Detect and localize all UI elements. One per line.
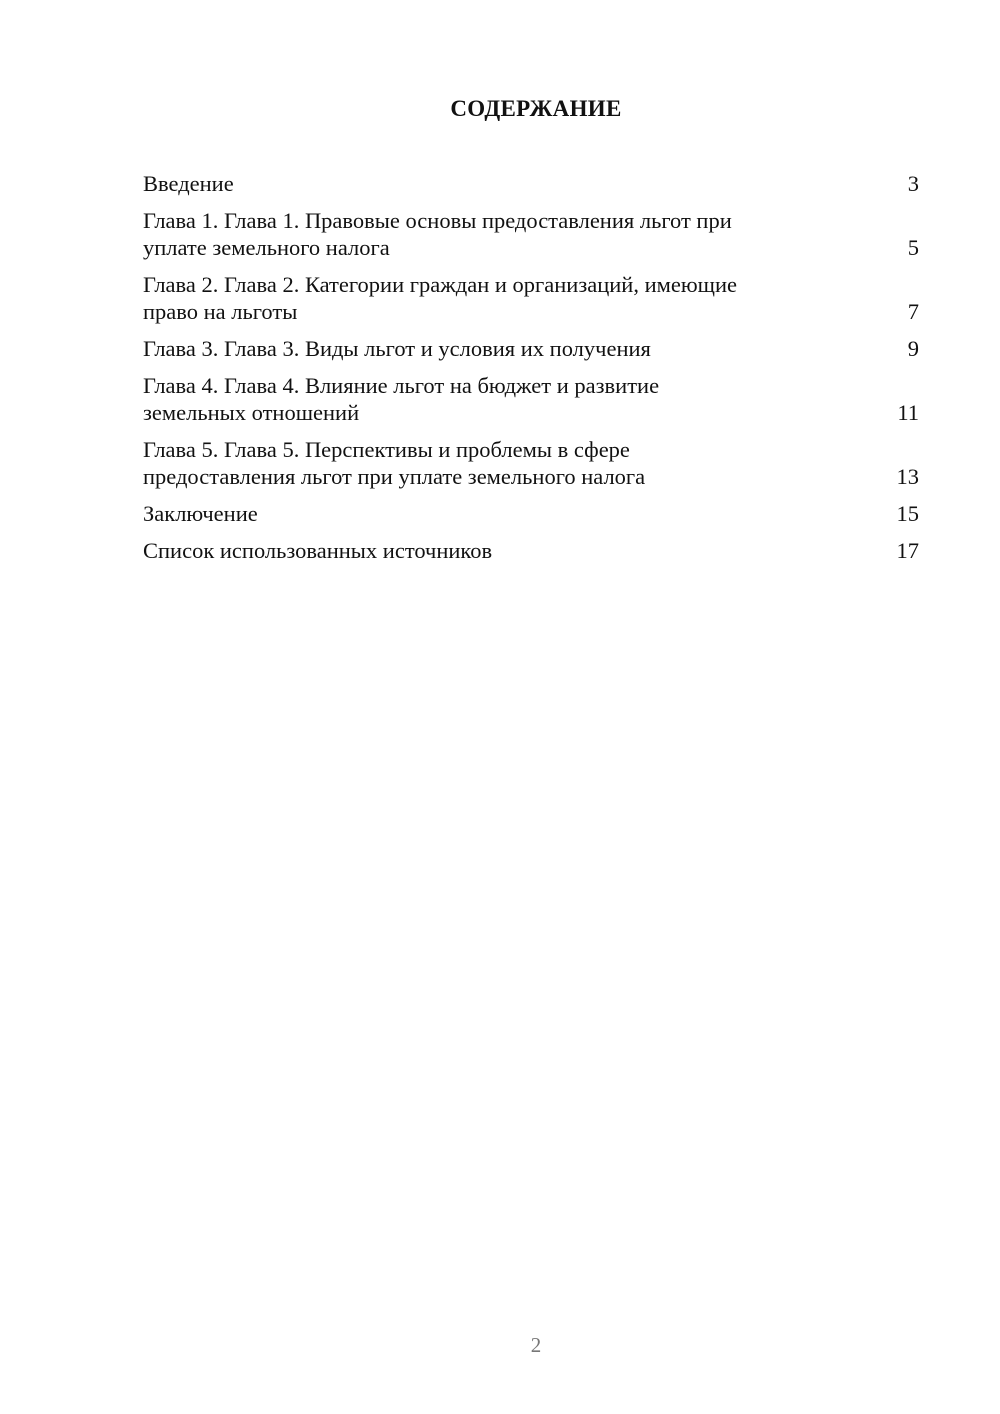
toc-entry-page: 13	[896, 464, 919, 489]
toc-entry-text: Глава 3. Глава 3. Виды льгот и условия их получения	[143, 336, 651, 361]
toc-entry-page: 7	[907, 299, 919, 324]
toc-entry-page: 15	[896, 501, 919, 526]
toc-entry-page: 11	[897, 400, 919, 425]
toc-entry-chapter-4	[143, 372, 919, 426]
toc-entry-page: 5	[907, 235, 919, 260]
toc-entry-conclusion	[143, 500, 919, 527]
toc-entry-chapter-2	[143, 271, 919, 325]
toc-entry-page: 9	[907, 336, 919, 361]
toc-title: СОДЕРЖАНИЕ	[450, 96, 622, 121]
toc-entry-text: Заключение	[143, 501, 258, 526]
toc-list	[143, 170, 919, 574]
toc-entry-chapter-1	[143, 207, 919, 261]
toc-entry-text: Введение	[143, 171, 234, 196]
toc-entry-text: Список использованных источников	[143, 538, 493, 563]
toc-entry-chapter-3	[143, 335, 919, 362]
toc-entry-text: Глава 4. Глава 4. Влияние льгот на бюджет и развитие земельных отношений	[143, 373, 660, 425]
toc-entry-introduction	[143, 170, 919, 197]
toc-entry-page: 3	[907, 171, 919, 196]
toc-entry-chapter-5	[143, 436, 919, 490]
toc-entry-text: Глава 1. Глава 1. Правовые основы предоставления льгот при уплате земельного налога	[143, 208, 732, 260]
page-number: 2	[530, 1333, 542, 1357]
toc-entry-page: 17	[896, 538, 919, 563]
toc-entry-text: Глава 2. Глава 2. Категории граждан и организаций, имеющие право на льготы	[143, 272, 737, 324]
toc-entry-references	[143, 537, 919, 564]
toc-entry-text: Глава 5. Глава 5. Перспективы и проблемы в сфере предоставления льгот при уплате земельного налога	[143, 437, 646, 489]
